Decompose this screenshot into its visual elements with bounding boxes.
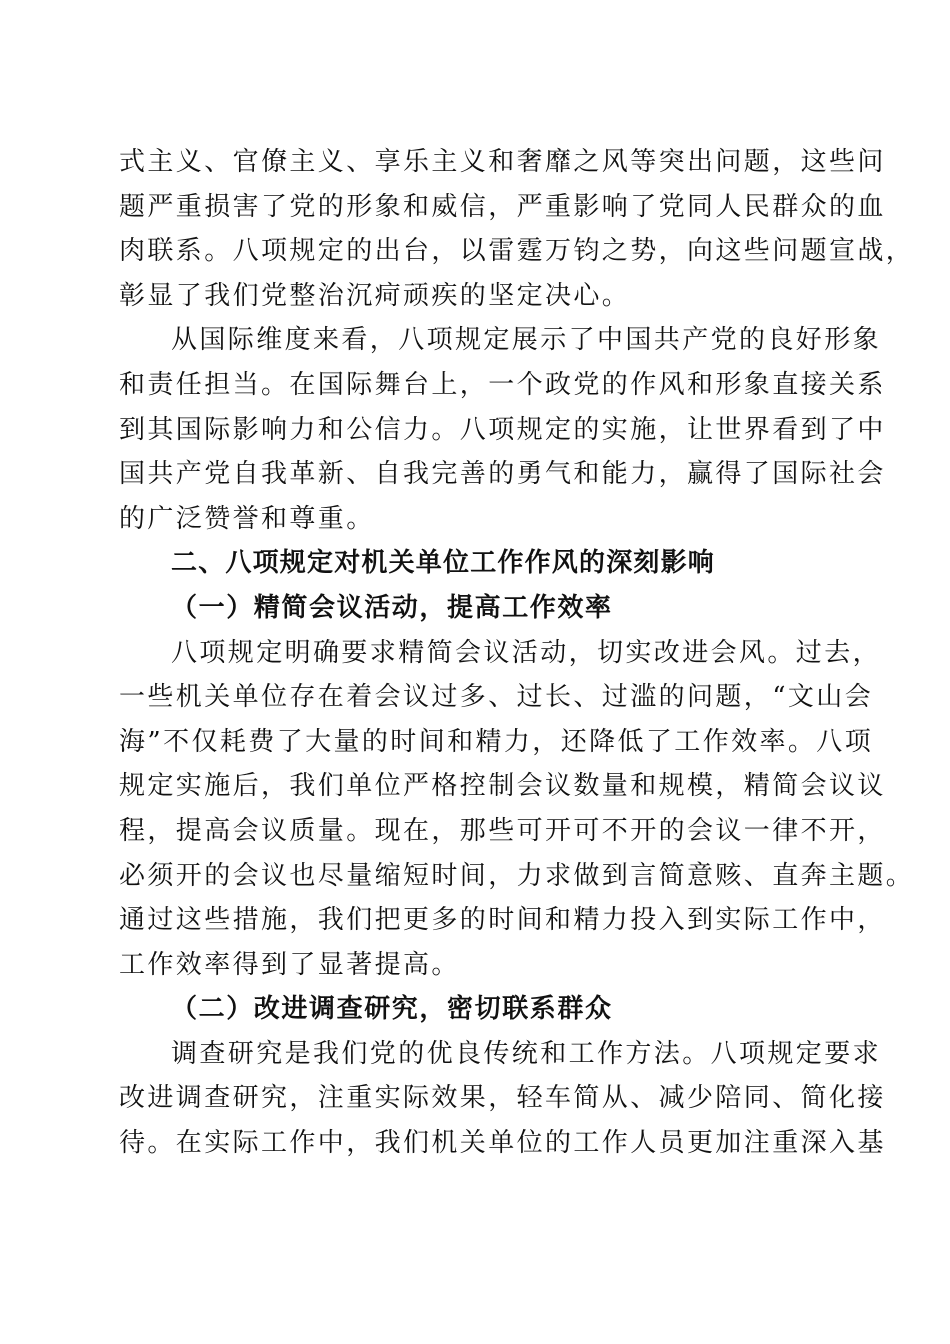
subsection-heading-2: （二）改进调查研究，密切联系群众	[171, 994, 613, 1025]
text-line: 工作效率得到了显著提高。	[119, 949, 460, 980]
paragraph-international-dimension	[119, 318, 886, 541]
text-line: 国共产党自我革新、自我完善的勇气和能力，赢得了国际社会	[119, 459, 886, 490]
text-line: 和责任担当。在国际舞台上，一个政党的作风和形象直接关系	[119, 369, 886, 400]
text-line: 肉联系。八项规定的出台，以雷霆万钧之势，向这些问题宣战，	[119, 236, 915, 267]
text-line: 到其国际影响力和公信力。八项规定的实施，让世界看到了中	[119, 414, 886, 445]
text-line: 彰显了我们党整治沉疴顽疾的坚定决心。	[119, 280, 631, 311]
text-line: 通过这些措施，我们把更多的时间和精力投入到实际工作中，	[119, 905, 886, 936]
text-line: 的广泛赞誉和尊重。	[119, 503, 375, 534]
text-line: 改进调查研究，注重实际效果，轻车简从、减少陪同、简化接	[119, 1083, 886, 1114]
document-body	[119, 140, 915, 1166]
text-line: 从国际维度来看，八项规定展示了中国共产党的良好形象	[171, 325, 882, 356]
text-line: 规定实施后，我们单位严格控制会议数量和规模，精简会议议	[119, 771, 886, 802]
section-heading: 二、八项规定对机关单位工作作风的深刻影响	[171, 548, 716, 579]
subsection-heading-1: （一）精简会议活动，提高工作效率	[171, 592, 613, 623]
text-line: 调查研究是我们党的优良传统和工作方法。八项规定要求	[171, 1038, 882, 1069]
text-line: 题严重损害了党的形象和威信，严重影响了党同人民群众的血	[119, 191, 886, 222]
paragraph-continuation	[119, 140, 915, 318]
paragraph-research	[119, 1032, 886, 1166]
text-line: 待。在实际工作中，我们机关单位的工作人员更加注重深入基	[119, 1128, 886, 1159]
text-line: 程，提高会议质量。现在，那些可开可不开的会议一律不开，	[119, 815, 886, 846]
text-line: 海”不仅耗费了大量的时间和精力，还降低了工作效率。八项	[119, 726, 874, 757]
text-line: 式主义、官僚主义、享乐主义和奢靡之风等突出问题，这些问	[119, 147, 886, 177]
paragraph-meetings	[119, 631, 915, 988]
text-line: 八项规定明确要求精简会议活动，切实改进会风。过去，	[171, 637, 882, 668]
text-line: 必须开的会议也尽量缩短时间，力求做到言简意赅、直奔主题。	[119, 860, 915, 891]
text-line: 一些机关单位存在着会议过多、过长、过滥的问题，“文山会	[119, 682, 874, 713]
